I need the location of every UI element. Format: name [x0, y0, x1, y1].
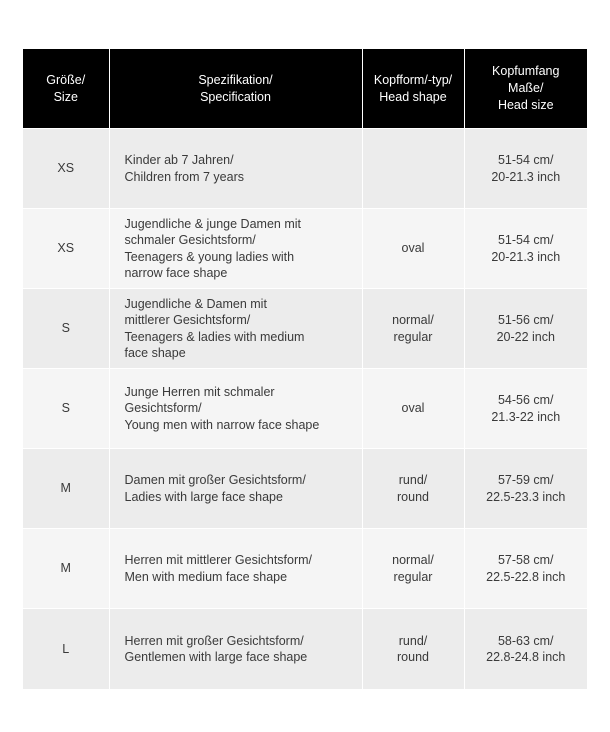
size-cell: XS [23, 209, 109, 289]
circumference-cell [464, 209, 587, 289]
spec-cell [109, 129, 362, 209]
circumference-cell [464, 449, 587, 529]
spec-cell [109, 449, 362, 529]
circumference-cell-line: 51-54 cm/ [497, 233, 554, 247]
header-shape-line: Kopfform/-typ/ [373, 72, 453, 87]
shape-cell [362, 529, 464, 609]
circumference-cell-line: 51-56 cm/ [497, 313, 554, 327]
table-row [23, 609, 587, 690]
shape-cell-line: rund/ [398, 633, 428, 648]
circumference-cell-line: 22.8-24.8 inch [486, 650, 566, 664]
table-row [23, 529, 587, 609]
shape-cell [362, 289, 464, 369]
spec-cell [109, 369, 362, 449]
spec-cell-line: face shape [124, 346, 186, 360]
size-cell: M [23, 449, 109, 529]
size-cell: S [23, 369, 109, 449]
circumference-cell-line: 22.5-23.3 inch [486, 489, 566, 504]
spec-cell-line: Junge Herren mit schmaler [124, 384, 275, 399]
spec-cell-line: Children from 7 years [124, 169, 244, 184]
circumference-cell [464, 129, 587, 209]
size-cell: XS [23, 129, 109, 209]
shape-cell-line: round [397, 489, 429, 504]
header-size [23, 49, 109, 129]
shape-cell-line: round [397, 650, 429, 664]
header-size-line: Size [53, 89, 78, 104]
circumference-cell-line: 54-56 cm/ [497, 393, 554, 407]
circumference-cell-line: 20-21.3 inch [491, 169, 561, 184]
spec-cell-line: Damen mit großer Gesichtsform/ [124, 473, 306, 487]
header-circ-line: Head size [497, 98, 554, 112]
circumference-cell-line: 21.3-22 inch [491, 409, 561, 424]
header-shape-line: Head shape [379, 89, 447, 104]
shape-cell-line: oval [401, 241, 425, 256]
circumference-cell-line: 57-59 cm/ [497, 473, 554, 487]
spec-cell-line: Young men with narrow face shape [124, 417, 320, 432]
table-row [23, 449, 587, 529]
table-row [23, 129, 587, 209]
shape-cell [362, 369, 464, 449]
circumference-cell-line: 51-54 cm/ [497, 153, 554, 167]
table-row [23, 369, 587, 449]
size-chart-table [23, 49, 587, 689]
spec-cell [109, 209, 362, 289]
circumference-cell-line: 20-22 inch [496, 329, 555, 344]
shape-cell-line: oval [401, 401, 425, 416]
table-body [23, 129, 587, 690]
header-row [23, 49, 587, 129]
circumference-cell-line: 20-21.3 inch [491, 249, 561, 264]
spec-cell-line: schmaler Gesichtsform/ [124, 233, 256, 247]
circumference-cell [464, 369, 587, 449]
shape-cell [362, 609, 464, 690]
circumference-cell-line: 57-58 cm/ [497, 553, 554, 567]
header-circ-line: Kopfumfang [492, 64, 560, 78]
shape-cell-line: regular [393, 569, 433, 584]
table-header [23, 49, 587, 129]
header-shape [362, 49, 464, 129]
spec-cell-line: Gesichtsform/ [124, 401, 202, 416]
spec-cell [109, 289, 362, 369]
spec-cell-line: Jugendliche & Damen mit [124, 296, 267, 311]
size-cell: L [23, 609, 109, 690]
spec-cell-line: Teenagers & young ladies with [124, 249, 295, 264]
size-cell: S [23, 289, 109, 369]
header-spec-line: Specification [200, 89, 271, 104]
circumference-cell [464, 609, 587, 690]
spec-cell-line: Men with medium face shape [124, 569, 288, 584]
spec-cell-line: narrow face shape [124, 266, 228, 280]
spec-cell-line: Gentlemen with large face shape [124, 650, 308, 664]
spec-cell-line: Ladies with large face shape [124, 489, 283, 504]
header-circ-line: Maße/ [508, 81, 544, 95]
header-circumference [464, 49, 587, 129]
circumference-cell-line: 22.5-22.8 inch [486, 569, 566, 584]
spec-cell-line: mittlerer Gesichtsform/ [124, 313, 251, 327]
circumference-cell-line: 58-63 cm/ [497, 633, 554, 648]
spec-cell-line: Herren mit mittlerer Gesichtsform/ [124, 553, 313, 567]
shape-cell-line: regular [393, 329, 433, 344]
shape-cell [362, 209, 464, 289]
circumference-cell [464, 529, 587, 609]
shape-cell [362, 129, 464, 209]
header-spec [109, 49, 362, 129]
spec-cell [109, 609, 362, 690]
spec-cell [109, 529, 362, 609]
shape-cell-line: rund/ [398, 473, 428, 487]
spec-cell-line: Jugendliche & junge Damen mit [124, 216, 301, 231]
header-size-line: Größe/ [46, 72, 86, 87]
spec-cell-line: Herren mit großer Gesichtsform/ [124, 633, 304, 648]
table-row [23, 209, 587, 289]
shape-cell [362, 449, 464, 529]
spec-cell-line: Teenagers & ladies with medium [124, 329, 305, 344]
shape-cell-line: normal/ [392, 313, 434, 327]
spec-cell-line: Kinder ab 7 Jahren/ [124, 153, 234, 167]
shape-cell-line: normal/ [392, 553, 434, 567]
size-cell: M [23, 529, 109, 609]
header-spec-line: Spezifikation/ [198, 72, 273, 87]
table-row [23, 289, 587, 369]
circumference-cell [464, 289, 587, 369]
